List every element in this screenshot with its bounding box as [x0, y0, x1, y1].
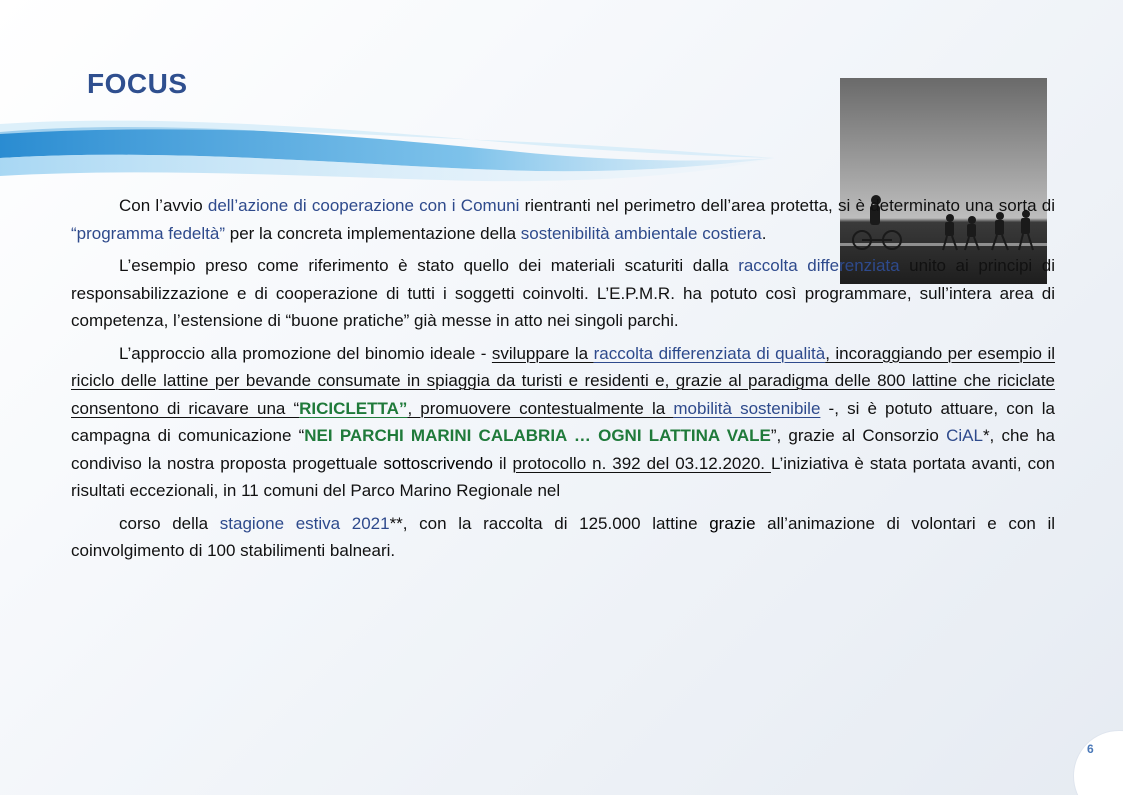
text: grazie	[709, 513, 756, 533]
link-cooperazione-comuni[interactable]: dell’azione di cooperazione con i Comuni	[207, 196, 520, 215]
text: L’iniziativa è stata portata avanti, con risultati eccezionali, in 11 comuni del Parco Marino Regionale nel	[71, 453, 1055, 500]
text: L’approccio alla promozione del binomio ideale -	[119, 343, 492, 363]
text: sottoscrivendo	[383, 453, 493, 473]
text: corso della	[119, 513, 220, 533]
protocol-reference: protocollo n. 392 del 03.12.2020.	[512, 453, 771, 473]
slide-title: FOCUS	[87, 68, 188, 99]
text: .	[761, 223, 767, 243]
highlight-ricicletta: RICICLETTA”	[299, 398, 408, 418]
text: unito ai principi di responsabilizzazione e di cooperazione di tutti i soggetti coinvolti. L’E.P.M.R. ha potuto così programmare, sull’intera area di competenza, l’estensione di “buone pratiche” già messe in atto nei singoli parchi.	[71, 256, 1055, 330]
highlight-campaign-name: NEI PARCHI MARINI CALABRIA … OGNI LATTINA VALE	[304, 426, 771, 445]
text: per la concreta implementazione della	[225, 223, 521, 243]
decorative-wave	[0, 118, 790, 188]
text: -, si è potuto attuare, con la campagna di comunicazione “	[71, 398, 1055, 445]
text: il	[492, 453, 513, 473]
link-sostenibilita-ambientale[interactable]: sostenibilità ambientale costiera	[520, 223, 762, 243]
text: **, con la raccolta di 125.000 lattine	[389, 513, 710, 533]
link-programma-fedelta[interactable]: “programma fedeltà”	[71, 223, 226, 243]
paragraph-4	[71, 510, 1055, 565]
link-stagione-estiva[interactable]: stagione estiva 2021	[219, 513, 390, 533]
underlined-text: , promuovere contestualmente la	[407, 398, 674, 418]
link-mobilita-sostenibile[interactable]: mobilità sostenibile	[673, 398, 821, 418]
paragraph-3	[71, 340, 1055, 505]
body-text	[71, 192, 1055, 570]
page-number-badge	[1073, 730, 1123, 795]
text: Con l’avvio	[119, 196, 208, 215]
text: *, che ha condiviso la nostra proposta progettuale	[71, 426, 1055, 473]
page-number: 6	[1087, 742, 1094, 756]
link-raccolta-differenziata[interactable]: raccolta differenziata	[738, 256, 900, 275]
underlined-text: , incoraggiando per esempio il riciclo delle lattine per bevande consumate in spiaggia da turisti e residenti e, grazie al paradigma delle 800 lattine che riciclate consentono di ricavare una “	[71, 343, 1056, 418]
text: L’esempio preso come riferimento è stato quello dei materiali scaturiti dalla	[119, 256, 739, 275]
link-raccolta-differenziata-qualita[interactable]: raccolta differenziata di qualità	[593, 343, 826, 363]
paragraph-1	[71, 192, 1055, 247]
text: ”, grazie al Consorzio	[770, 426, 947, 445]
paragraph-2	[71, 252, 1055, 335]
text: rientranti nel perimetro dell’area protetta, si è determinato una sorta di	[519, 196, 1055, 215]
underlined-text: sviluppare la	[491, 343, 594, 363]
link-cial[interactable]: CiAL	[946, 426, 983, 445]
text: all’animazione di volontari e con il coinvolgimento di 100 stabilimenti balneari.	[71, 513, 1056, 560]
